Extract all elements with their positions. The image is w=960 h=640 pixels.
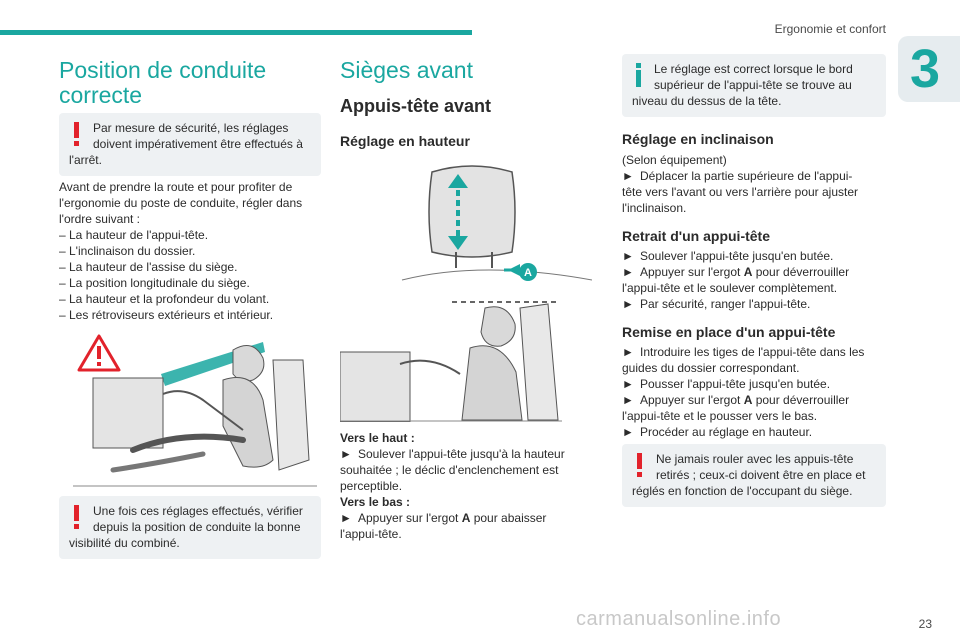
refit-step-post: pour déverrouiller l'appui-tête et le pousser vers le bas. <box>622 393 850 423</box>
warning-icon <box>632 451 648 479</box>
remove-step: Soulever l'appui-tête jusqu'en butée. <box>640 249 834 263</box>
header-accent-bar <box>0 30 472 35</box>
remove-step-post: pour déverrouiller l'appui-tête et le soulever complètement. <box>622 265 850 295</box>
section-title: Ergonomie et confort <box>774 22 886 36</box>
height-adjust-heading: Réglage en hauteur <box>340 133 470 149</box>
driving-position-illustration <box>73 330 317 490</box>
warning-text: Par mesure de sécurité, les réglages doivent impérativement être effectués à l'arrêt. <box>69 121 303 167</box>
down-text-pre: Appuyer sur l'ergot <box>358 511 462 525</box>
refit-step-bold: A <box>743 393 753 407</box>
bullet-arrow-icon: ► <box>622 249 634 263</box>
remove-step-bold: A <box>743 265 753 279</box>
watermark: carmanualsonline.info <box>576 608 782 630</box>
down-title: Vers le bas : <box>340 495 411 509</box>
settings-list <box>59 227 319 323</box>
remove-step-pre: Appuyer sur l'ergot <box>640 265 744 279</box>
warning-text: Une fois ces réglages effectués, vérifier depuis la position de conduite la bonne visibilité du combiné. <box>69 504 303 550</box>
tilt-block <box>622 152 872 216</box>
list-item: – Les rétroviseurs extérieurs et intérieur. <box>59 308 274 322</box>
tilt-text: Déplacer la partie supérieure de l'appui-tête vers l'avant ou vers l'arrière pour ajuster l'inclinaison. <box>622 169 859 215</box>
bullet-arrow-icon: ► <box>622 169 634 183</box>
bullet-arrow-icon: ► <box>622 345 634 359</box>
subsection-heading: Appuis-tête avant <box>340 96 492 116</box>
list-item: – La hauteur de l'appui-tête. <box>59 228 209 242</box>
refit-step-pre: Appuyer sur l'ergot <box>640 393 744 407</box>
warning-box <box>59 496 321 559</box>
headrest-illustration <box>392 160 592 290</box>
chapter-number: 3 <box>910 39 941 99</box>
info-text: Le réglage est correct lorsque le bord supérieur de l'appui-tête se trouve au niveau du dessus de la tête. <box>632 62 853 108</box>
intro-text: Avant de prendre la route et pour profiter de l'ergonomie du poste de conduite, régler dans l'ordre suivant : <box>59 180 303 226</box>
remove-heading: Retrait d'un appui-tête <box>622 228 770 244</box>
page-number: 23 <box>918 617 932 631</box>
refit-step: Pousser l'appui-tête jusqu'en butée. <box>640 377 831 391</box>
refit-step: Introduire les tiges de l'appui-tête dans les guides du dossier correspondant. <box>622 345 865 375</box>
info-icon <box>632 61 646 89</box>
up-title: Vers le haut : <box>340 431 415 445</box>
warning-box <box>622 444 886 507</box>
warning-icon <box>69 503 85 531</box>
list-item: – La position longitudinale du siège. <box>59 276 250 290</box>
down-text-post: pour abaisser l'appui-tête. <box>340 511 547 541</box>
bullet-arrow-icon: ► <box>340 511 352 525</box>
label-a: A <box>524 267 532 279</box>
bullet-arrow-icon: ► <box>622 377 634 391</box>
list-item: – La hauteur de l'assise du siège. <box>59 260 238 274</box>
info-box <box>622 54 886 117</box>
page-title: Position de conduite correcte <box>59 57 267 108</box>
vers-le-haut-block <box>340 430 576 542</box>
headrest-height-illustration <box>340 298 562 422</box>
chapter-tab <box>898 36 960 102</box>
remove-step: Par sécurité, ranger l'appui-tête. <box>640 297 811 311</box>
bullet-arrow-icon: ► <box>622 265 634 279</box>
bullet-arrow-icon: ► <box>622 425 634 439</box>
up-text: Soulever l'appui-tête jusqu'à la hauteur souhaitée ; le déclic d'enclenchement est perceptible. <box>340 447 565 493</box>
refit-block <box>622 344 872 440</box>
section-heading: Sièges avant <box>340 57 473 83</box>
bullet-arrow-icon: ► <box>622 393 634 407</box>
bullet-arrow-icon: ► <box>340 447 352 461</box>
tilt-option: (Selon équipement) <box>622 153 727 167</box>
bullet-arrow-icon: ► <box>622 297 634 311</box>
list-item: – L'inclinaison du dossier. <box>59 244 196 258</box>
down-text-bold: A <box>461 511 471 525</box>
remove-block <box>622 248 872 312</box>
refit-step: Procéder au réglage en hauteur. <box>640 425 813 439</box>
warning-box <box>59 113 321 176</box>
warning-text: Ne jamais rouler avec les appuis-tête retirés ; ceux-ci doivent être en place et réglés en fonction de l'occupant du siège. <box>632 452 866 498</box>
warning-icon <box>69 120 85 148</box>
list-item: – La hauteur et la profondeur du volant. <box>59 292 270 306</box>
refit-heading: Remise en place d'un appui-tête <box>622 324 836 340</box>
tilt-heading: Réglage en inclinaison <box>622 131 774 147</box>
